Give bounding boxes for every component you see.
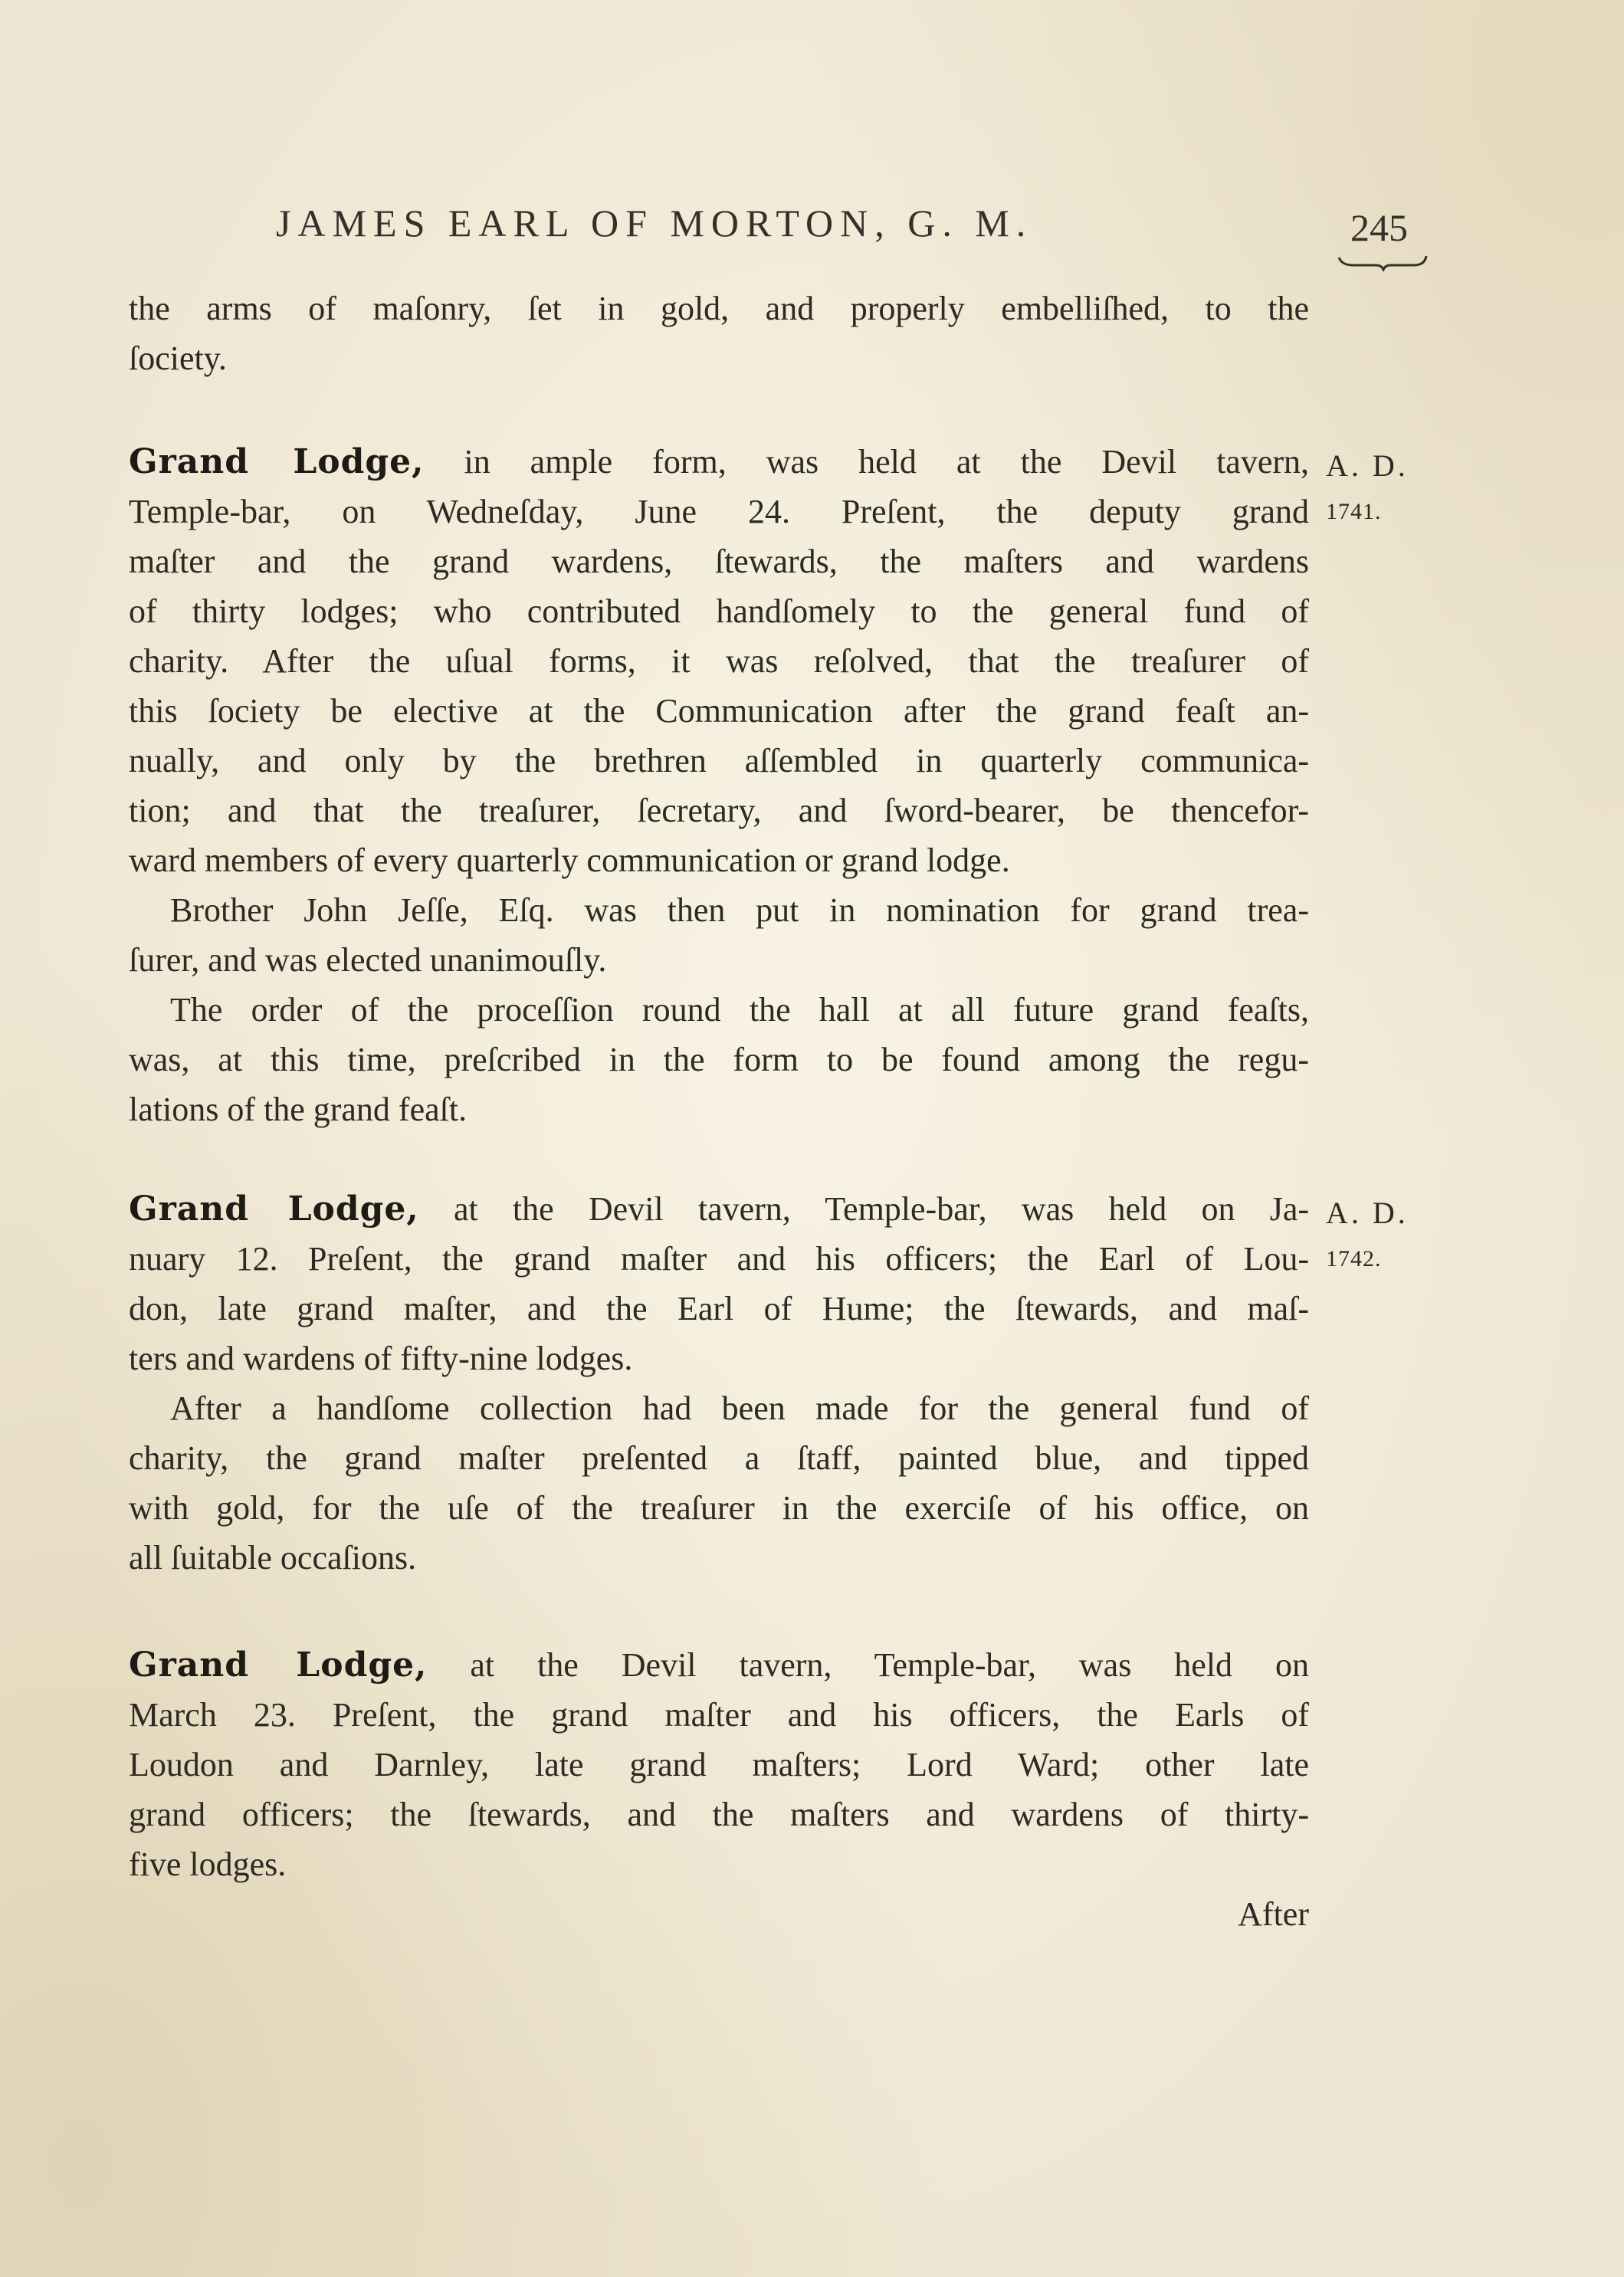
text-line: don, late grand maſter, and the Earl of Hume; the ſtewards, and maſ- [129, 1290, 1309, 1327]
entry-first-line [129, 437, 1309, 487]
text-line: Brother John Jeſſe, Eſq. was then put in nomination for grand trea- [170, 891, 1309, 929]
text-line: March 23. Preſent, the grand maſter and his officers, the Earls of [129, 1696, 1309, 1734]
text-line: nuary 12. Preſent, the grand maſter and his officers; the Earl of Lou- [129, 1240, 1309, 1278]
entry-heading: Grand Lodge, [129, 1645, 428, 1685]
text-line: maſter and the grand wardens, ſtewards, the maſters and wardens [129, 543, 1309, 580]
text-line: ſociety. [129, 340, 227, 377]
entry-heading: Grand Lodge, [129, 1189, 419, 1229]
text-line: was, at this time, preſcribed in the form to be found among the regu- [129, 1041, 1309, 1078]
text-line: with gold, for the uſe of the treaſurer in the exerciſe of his office, on [129, 1489, 1309, 1527]
text-line: After a handſome collection had been made for the general fund of [170, 1389, 1309, 1427]
entry-first-line [129, 1184, 1309, 1234]
text-line: Temple-bar, on Wedneſday, June 24. Preſent, the deputy grand [129, 493, 1309, 530]
text-line: this ſociety be elective at the Communication after the grand feaſt an- [129, 692, 1309, 730]
entry-grand-lodge-1742-january [129, 1184, 1309, 1583]
text-line: ward members of every quarterly communication or grand lodge. [129, 842, 1010, 879]
text-line: tion; and that the treaſurer, ſecretary, and ſword-bearer, be thencefor- [129, 792, 1309, 829]
page-number: 245 [1350, 206, 1408, 249]
entry-grand-lodge-march [129, 1640, 1309, 1939]
margin-note-year: 1741. [1326, 499, 1382, 524]
entry-first-line-text: at the Devil tavern, Temple-bar, was held on Ja- [453, 1190, 1309, 1228]
margin-note-ad: A. D. [1326, 1196, 1409, 1230]
margin-note-year: 1742. [1326, 1246, 1382, 1271]
entry-first-line [129, 1640, 1309, 1690]
text-line: the arms of maſonry, ſet in gold, and properly embelliſhed, to the [129, 290, 1309, 327]
entry-first-line-text: at the Devil tavern, Temple-bar, was held on [470, 1646, 1309, 1684]
text-line: five lodges. [129, 1846, 287, 1883]
running-head-title: JAMES EARL OF MORTON, G. M. [276, 202, 1033, 244]
text-line: all ſuitable occaſions. [129, 1539, 417, 1577]
text-line: ſurer, and was elected unanimouſly. [129, 941, 607, 979]
text-line: ters and wardens of fifty-nine lodges. [129, 1340, 633, 1377]
text-line: lations of the grand feaſt. [129, 1091, 468, 1128]
text-line: The order of the proceſſion round the hall at all future grand feaſts, [170, 991, 1309, 1029]
text-line: Loudon and Darnley, late grand maſters; Lord Ward; other late [129, 1746, 1309, 1783]
text-line: grand officers; the ſtewards, and the maſters and wardens of thirty- [129, 1796, 1309, 1833]
text-line: charity, the grand maſter preſented a ſtaff, painted blue, and tipped [129, 1439, 1309, 1477]
margin-note-ad: A. D. [1326, 448, 1409, 483]
entry-heading: Grand Lodge, [129, 442, 425, 481]
text-line: nually, and only by the brethren aſſembled in quarterly communica- [129, 742, 1309, 779]
text-line: charity. After the uſual forms, it was reſolved, that the treaſurer of [129, 642, 1309, 680]
text-line: of thirty lodges; who contributed handſomely to the general fund of [129, 592, 1309, 630]
entry-grand-lodge-1741 [129, 437, 1309, 1134]
page-number-underline-mark [1337, 254, 1428, 271]
paragraph-continued [129, 284, 1309, 383]
catchword: After [1238, 1895, 1309, 1933]
margin-note-1741 [1326, 443, 1409, 535]
entry-first-line-text: in ample form, was held at the Devil tavern, [464, 443, 1310, 481]
margin-note-1742 [1326, 1190, 1409, 1282]
